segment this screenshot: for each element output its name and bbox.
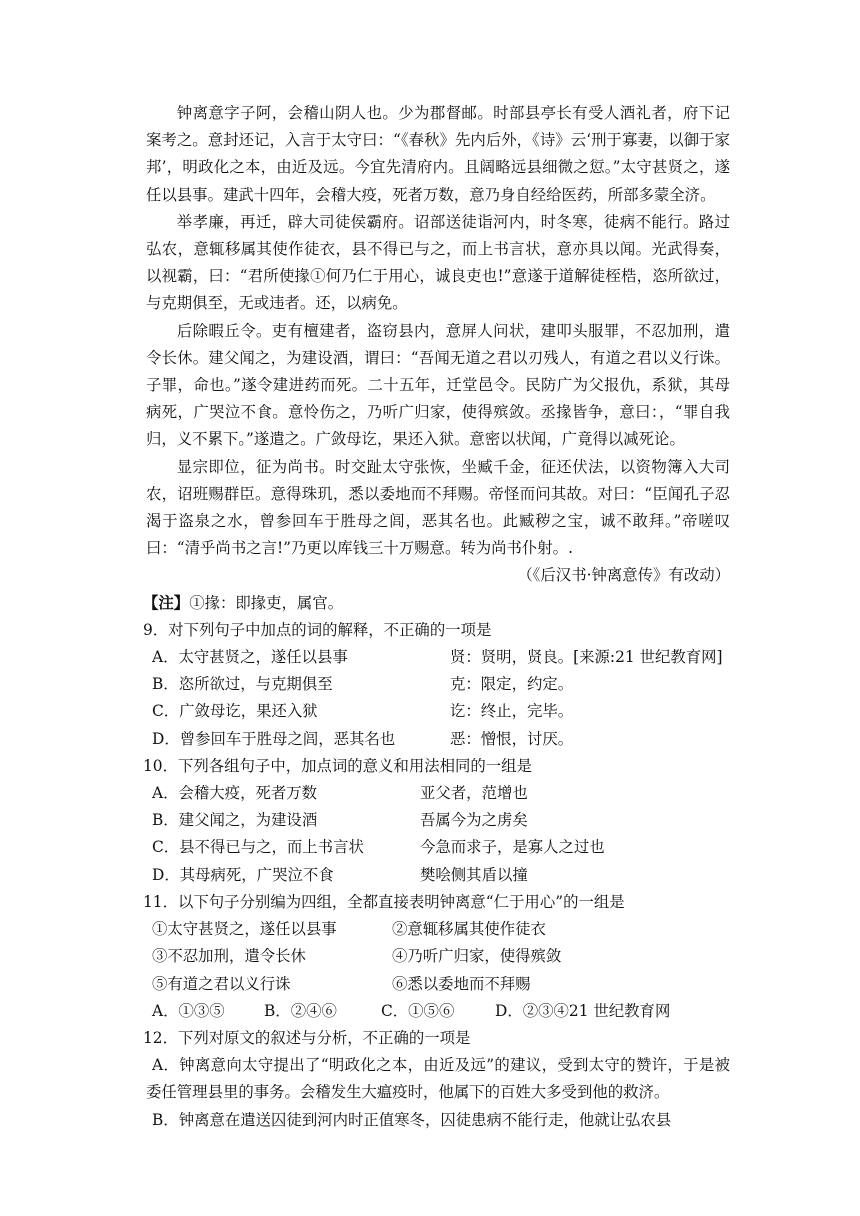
item-2: ②意辄移属其使作徒衣 <box>392 920 546 939</box>
item-4: ④乃听广归家，使得殡敛 <box>392 947 562 966</box>
option-b-right: 吾属今为之虏矣 <box>420 811 528 830</box>
question-12-option-b: B．钟离意在遣送囚徒到河内时正值寒冬，囚徒患病不能行走，他就让弘农县 <box>152 1110 672 1129</box>
item-5: ⑤有道之君以义行诛 <box>152 974 291 993</box>
question-10-stem: 10．下列各组句子中，加点词的意义和用法相同的一组是 <box>143 756 532 775</box>
item-3: ③不忍加刑，遣令长休 <box>152 947 306 966</box>
option-b-explanation: 克：限定，约定。 <box>450 675 574 694</box>
question-9-option-b <box>146 671 730 698</box>
passage-source: （《后汉书·钟离意传》有改动） <box>517 566 730 585</box>
option-b-sentence: B．恣所欲过，与克期俱至 <box>152 675 333 694</box>
question-10-option-b <box>146 807 730 834</box>
question-11-choices <box>146 998 730 1025</box>
annotation-label: 【注】 <box>143 593 190 612</box>
question-11-stem: 11．以下句子分别编为四组，全都直接表明钟离意“仁于用心”的一组是 <box>143 892 625 911</box>
exam-page <box>143 100 730 1134</box>
question-11-items-row-1 <box>146 916 730 943</box>
option-c-left: C．县不得已与之，而上书言状 <box>152 838 364 857</box>
option-d-explanation: 恶：憎恨，讨厌。 <box>450 729 574 748</box>
item-1: ①太守甚贤之，遂任以县事 <box>152 920 337 939</box>
choice-b: B．②④⑥ <box>264 1001 337 1020</box>
choice-c: C．①⑤⑥ <box>381 1001 455 1020</box>
question-9-stem: 9．对下列句子中加点的词的解释，不正确的一项是 <box>143 620 492 639</box>
option-d-right: 樊哙侧其盾以撞 <box>420 865 528 884</box>
option-a-left: A．会稽大疫，死者万数 <box>152 784 318 803</box>
option-c-explanation: 讫：终止，完毕。 <box>450 702 574 721</box>
annotation-text: ①掾：即掾吏，属官。 <box>189 593 344 612</box>
question-10-option-d <box>146 862 730 889</box>
option-d-left: D．其母病死，广哭泣不食 <box>152 865 334 884</box>
option-c-right: 今急而求子，是寡人之过也 <box>420 838 605 857</box>
option-a-right: 亚父者，范增也 <box>420 784 528 803</box>
option-a-sentence: A．太守甚贤之，遂任以县事 <box>152 648 348 667</box>
question-9-option-d <box>146 726 730 753</box>
item-6: ⑥悉以委地而不拜赐 <box>392 974 531 993</box>
option-d-sentence: D．曾参回车于胜母之闾，恶其名也 <box>152 729 396 748</box>
question-9-option-a <box>146 644 730 671</box>
annotation <box>143 590 730 617</box>
passage-paragraph-2: 举孝廉，再迁，辟大司徒侯霸府。诏部送徒诣河内，时冬寒，徒病不能行。路过弘农，意辄移属其使作徒衣，县不得已与之，而上书言状，意亦具以闻。光武得奏，以视霸，曰：“君所使掾①何乃仁于用心，诚良吏也!”意遂于道解徒桎梏，恣所欲过，与克期俱至，无或违者。还，以病免。 <box>146 212 730 313</box>
option-b-left: B．建父闻之，为建设酒 <box>152 811 318 830</box>
question-12-stem: 12．下列对原文的叙述与分析，不正确的一项是 <box>143 1028 471 1047</box>
question-11-items-row-2 <box>146 943 730 970</box>
option-a-explanation: 贤：贤明，贤良。[来源:21 世纪教育网] <box>450 648 723 667</box>
passage-paragraph-4: 显宗即位，征为尚书。时交趾太守张恢，坐臧千金，征还伏法，以资物簿入大司农，诏班赐群臣。意得珠玑，悉以委地而不拜赐。帝怪而问其故。对曰：“臣闻孔子忍渴于盗泉之水，曾参回车于胜母之闾，恶其名也。此臧秽之宝，诚不敢拜。”帝嗟叹曰：“清乎尚书之言!”乃更以库钱三十万赐意。转为尚书仆射。. <box>146 457 730 558</box>
question-11-items-row-3 <box>146 971 730 998</box>
choice-a: A．①③⑤ <box>152 1001 225 1020</box>
question-10-option-c <box>146 834 730 861</box>
question-12-option-a: A．钟离意向太守提出了“明政化之本，由近及远”的建议，受到太守的赞许，于是被委任管理县里的事务。会稽发生大瘟疫时，他属下的百姓大多受到他的救济。 <box>146 1056 730 1102</box>
option-c-sentence: C．广敛母讫，果还入狱 <box>152 702 318 721</box>
question-9-option-c <box>146 698 730 725</box>
question-10-option-a <box>146 780 730 807</box>
passage-paragraph-3: 后除暇丘令。吏有檀建者，盗窃县内，意屏人问状，建叩头服罪，不忍加刑，遣令长休。建父闻之，为建设酒，谓曰：“吾闻无道之君以刃残人，有道之君以义行诛。子罪，命也。”遂令建进药而死。二十五年，迁堂邑令。民防广为父报仇，系狱，其母病死，广哭泣不食。意怜伤之，乃听广归家，使得殡敛。丞掾皆争，意曰：，“罪自我归，义不累下。”遂遣之。广敛母讫，果还入狱。意密以状闻，广竟得以减死论。 <box>146 321 730 449</box>
passage-paragraph-1: 钟离意字子阿，会稽山阴人也。少为郡督邮。时部县亭长有受人酒礼者，府下记案考之。意封还记，入言于太守曰：“《春秋》先内后外，《诗》云‘刑于寡妻，以御于家邦’，明政化之本，由近及远。今宜先清府内。且阔略远县细微之愆。”太守甚贤之，遂任以县事。建武十四年，会稽大疫，死者万数，意乃身自经给医药，所部多蒙全济。 <box>146 104 730 204</box>
choice-d: D．②③④21 世纪教育网 <box>495 1001 671 1020</box>
